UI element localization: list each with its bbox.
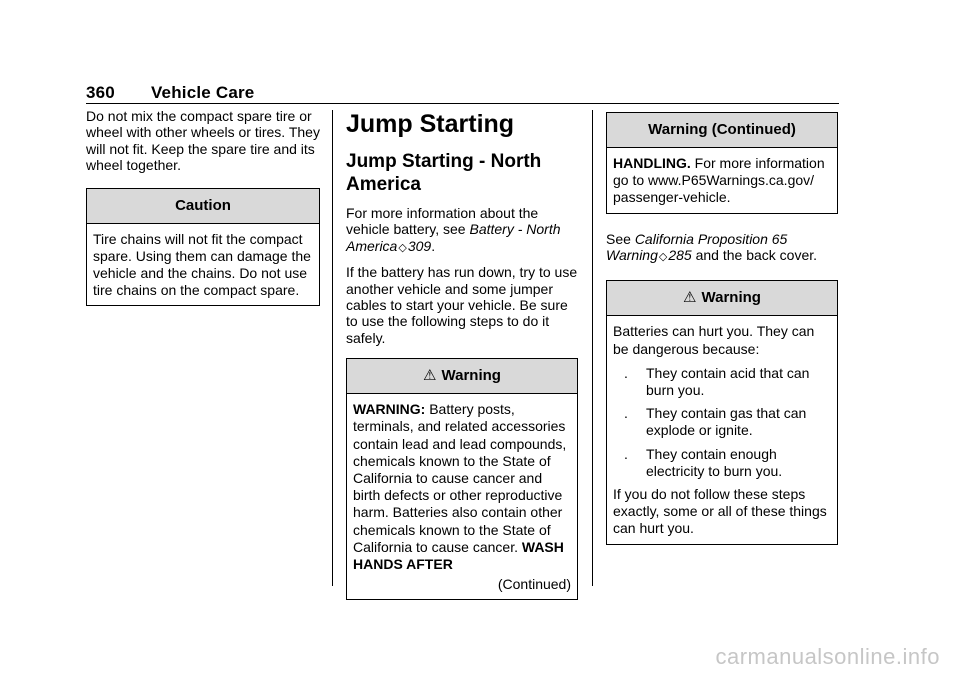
column-2 [346,110,578,600]
run-down-paragraph: If the battery has run down, try to use another vehicle and some jumper cables to start your vehicle. Be sure to use the following steps to do it safely. [346,264,578,346]
continued-label: (Continued) [497,576,571,593]
watermark: carmanualsonline.info [715,644,940,669]
warning-continued-text: HANDLING. For more information go to www.P65Warnings.ca.gov/ passenger-vehicle. [613,155,825,206]
warning2-title-row [607,281,837,316]
warning-triangle-icon: ⚠ [423,367,437,385]
warning-box-batteries [606,280,838,544]
xref-arrow-icon: ◇ [658,251,668,264]
list-item: . They contain enough electricity to burn you. [624,445,783,479]
column-1 [86,108,320,306]
column-3 [606,112,838,545]
page-number: 360 [86,83,115,102]
bullet-icon: . [624,405,628,422]
warning-triangle-icon: ⚠ [683,289,697,307]
list-item: . They contain acid that can burn you. [624,364,810,399]
bullet-icon: . [624,364,628,381]
bullet-icon: . [624,445,628,462]
list-item: . They contain gas that can explode or ignite. [624,405,807,439]
caution-title: Caution [87,189,319,224]
battery-reference-paragraph: For more information about the vehicle battery, see Battery - North America◇309. [346,205,561,254]
caution-box [86,188,320,307]
section-title: Vehicle Care [150,83,255,102]
california-xref-link[interactable]: California Proposition 65 Warning [606,230,788,264]
warning-title: Warning [441,367,501,385]
battery-xref-page[interactable]: 309 [407,237,432,254]
column-divider-2 [592,110,593,586]
heading-jump-starting-north-america: Jump Starting - North America [346,151,542,195]
column-divider-1 [332,110,333,586]
warning-title-row [347,359,577,394]
battery-xref-link[interactable]: Battery - North America [346,221,561,254]
warning-continued-title: Warning (Continued) [607,113,837,148]
warning2-outro: If you do not follow these steps exactly, some or all of these things can hurt you. [613,486,827,537]
header-rule [86,103,839,104]
page-header [86,83,254,103]
california-reference-paragraph: See California Proposition 65 Warning◇285 and the back cover. [606,230,818,264]
hazard-list [613,365,831,480]
heading-jump-starting: Jump Starting [346,110,515,138]
warning-box-lead [346,358,578,600]
california-xref-page[interactable]: 285 [668,247,692,264]
warning2-intro: Batteries can hurt you. They can be dangerous because: [613,323,815,357]
xref-arrow-icon: ◇ [398,241,407,254]
caution-body: Tire chains will not fit the compact spare. Using them can damage the vehicle and the chains. Do not use tire chains on the compact spare. [93,230,311,299]
warning-lead-text: WARNING: Battery posts, terminals, and related accessories contain lead and lead compounds, chemicals known to the State of California to cause cancer and birth defects or other reproductive harm. Batteries also contain other chemicals known to the State of California to cause cancer. WASH HANDS AFTER [353,401,567,573]
spare-tire-paragraph: Do not mix the compact spare tire or wheel with other wheels or tires. They will not fit. Keep the spare tire and its wheel together. [86,108,320,174]
warning-box-continued [606,112,838,214]
warning2-title: Warning [701,289,761,307]
